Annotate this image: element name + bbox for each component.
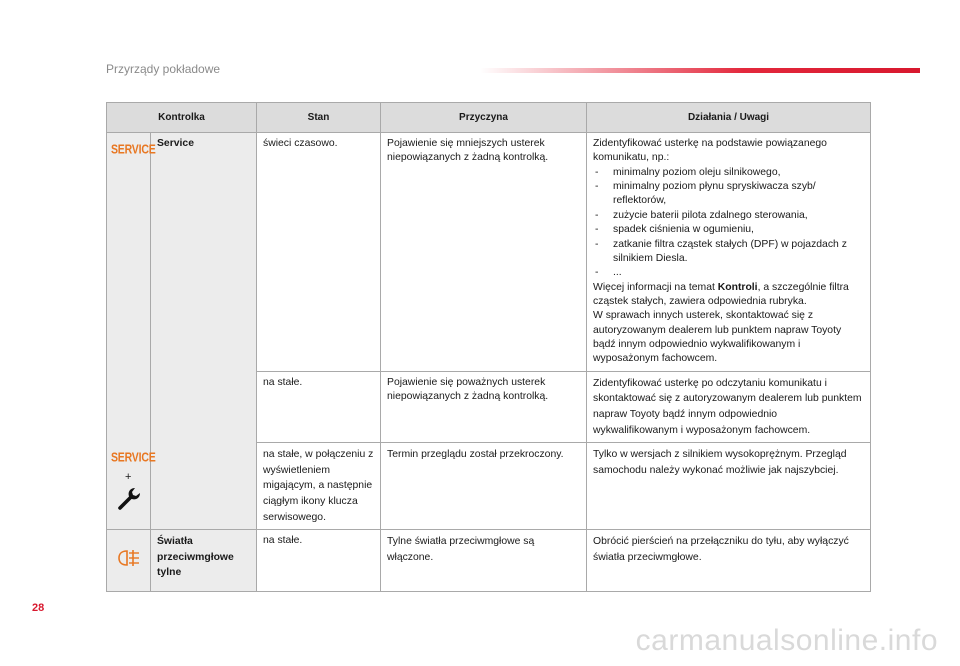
action-bullet-list: [593, 166, 864, 281]
rear-fog-light-icon: [116, 548, 142, 568]
section-title: Przyrządy pokładowe: [106, 62, 221, 76]
fog-icon-cell: [107, 530, 151, 592]
action-more-info: [593, 281, 864, 310]
service-action-3: Tylko w wersjach z silnikiem wysokoprężnym. Przegląd samochodu należy wykonać możliwie jak najszybciej.: [587, 443, 871, 530]
header-kontrolka: Kontrolka: [107, 103, 257, 133]
table-row: [107, 133, 871, 372]
service-cause-2: Pojawienie się poważnych usterek niepowiązanych z żadną kontrolką.: [381, 371, 587, 442]
fog-state: na stałe.: [257, 530, 381, 592]
service-name: Service: [151, 133, 257, 530]
list-item: - minimalny poziom płynu spryskiwacza szyb/ reflektorów,: [593, 180, 864, 209]
more-info-suffix: , a szczególnie filtra cząstek stałych, zawiera odpowiednia rubryka.: [593, 281, 849, 307]
list-item: - ...: [593, 266, 864, 280]
list-item: - zatkanie filtra cząstek stałych (DPF) w pojazdach z silnikiem Diesla.: [593, 238, 864, 267]
warning-lights-table: [106, 102, 871, 592]
page-number: 28: [32, 602, 45, 614]
watermark-text: carmanualsonline.info: [635, 624, 938, 657]
header-przyczyna: Przyczyna: [381, 103, 587, 133]
service-action-1: [587, 133, 871, 372]
wrench-icon: [117, 485, 143, 511]
more-info-bold: Kontroli: [717, 281, 758, 293]
service-state-1: świeci czasowo.: [257, 133, 381, 372]
header-stan: Stan: [257, 103, 381, 133]
plus-sign: +: [125, 471, 132, 483]
fog-cause: Tylne światła przeciwmgłowe są włączone.: [381, 530, 587, 592]
action-intro: Zidentyfikować usterkę na podstawie powiązanego komunikatu, np.:: [593, 138, 827, 164]
table-row: [107, 530, 871, 592]
list-item: - minimalny poziom oleju silnikowego,: [593, 166, 864, 180]
service-warning-icon: SERVICE: [111, 450, 156, 466]
more-info-prefix: Więcej informacji na temat: [593, 281, 718, 293]
header-accent-bar: [480, 68, 920, 73]
fog-light-name: Światła przeciwmgłowe tylne: [151, 530, 257, 592]
service-icon-cell: [107, 133, 156, 530]
list-item: - zużycie baterii pilota zdalnego sterowania,: [593, 209, 864, 223]
list-item: - spadek ciśnienia w ogumieniu,: [593, 223, 864, 237]
header-dzialania: Działania / Uwagi: [587, 103, 871, 133]
service-state-3: na stałe, w połączeniu z wyświetleniem migającym, a następnie ciągłym ikony klucza serwisowego.: [257, 443, 381, 530]
service-cause-1: Pojawienie się mniejszych usterek niepowiązanych z żadną kontrolką.: [381, 133, 587, 372]
table-header-row: [107, 103, 871, 133]
fog-action: Obrócić pierścień na przełączniku do tyłu, aby wyłączyć światła przeciwmgłowe.: [587, 530, 871, 592]
service-action-2: Zidentyfikować usterkę po odczytaniu komunikatu i skontaktować się z autoryzowanym dealerem lub punktem napraw Toyoty bądź innym odpowiednio wykwalifikowanym i wyposażonym fachowcem.: [587, 371, 871, 442]
service-warning-icon: SERVICE: [111, 142, 156, 158]
service-cause-3: Termin przeglądu został przekroczony.: [381, 443, 587, 530]
service-state-2: na stałe.: [257, 371, 381, 442]
action-extra: W sprawach innych usterek, skontaktować się z autoryzowanym dealerem lub punktem napraw Toyoty bądź innym odpowiednio wykwalifikowanym i wyposażonym fachowcem.: [593, 310, 842, 365]
